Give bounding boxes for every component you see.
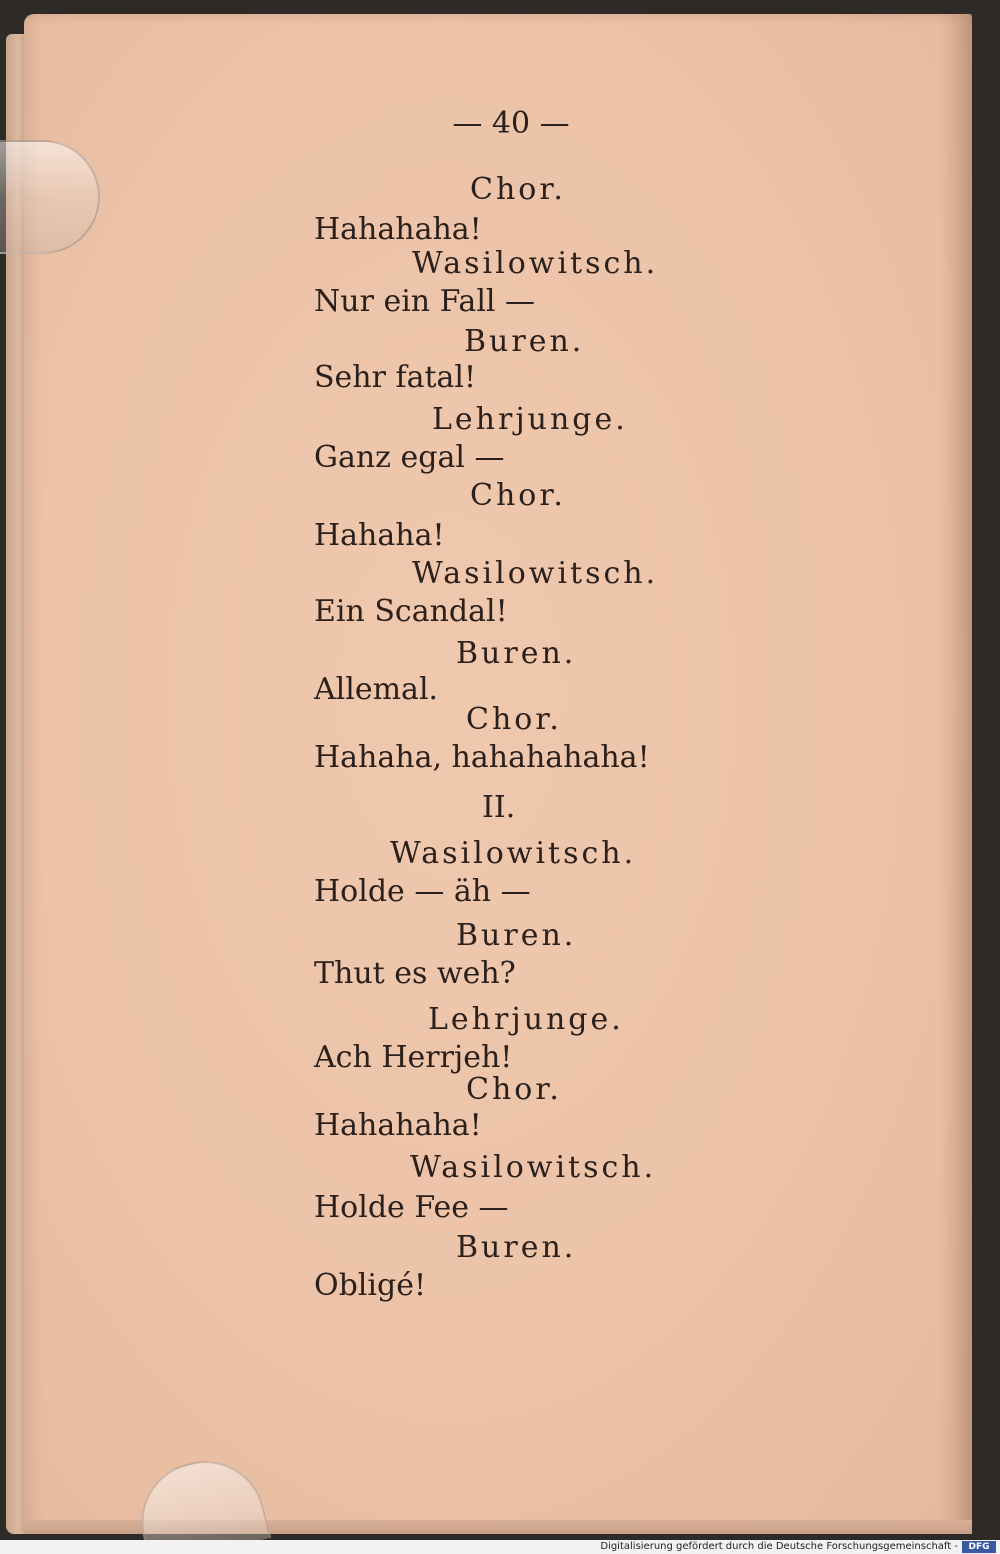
verse-line: Ganz egal — xyxy=(314,440,505,475)
footer-credit: Digitalisierung gefördert durch die Deutsche Forschungsgemeinschaft - xyxy=(600,1541,958,1552)
speaker-name: Buren. xyxy=(456,918,577,953)
verse-line: Allemal. xyxy=(314,672,439,707)
speaker-name: Wasilowitsch. xyxy=(390,836,637,871)
verse-line: Sehr fatal! xyxy=(314,360,477,395)
speaker-name: Lehrjunge. xyxy=(428,1002,624,1037)
verse-line: Hahaha! xyxy=(314,518,445,553)
speaker-name: Chor. xyxy=(470,172,566,207)
speaker-name: Wasilowitsch. xyxy=(412,556,659,591)
verse-line: Holde Fee — xyxy=(314,1190,509,1225)
speaker-name: Buren. xyxy=(456,1230,577,1265)
dfg-logo-icon: DFG xyxy=(962,1541,996,1553)
verse-line: Ach Herrjeh! xyxy=(314,1040,513,1075)
verse-line: Hahaha, hahahahaha! xyxy=(314,740,650,775)
speaker-name: Wasilowitsch. xyxy=(412,246,659,281)
page-number: — 40 — xyxy=(452,106,570,141)
speaker-name: Wasilowitsch. xyxy=(410,1150,657,1185)
speaker-name: Lehrjunge. xyxy=(432,402,628,437)
verse-line: Hahahaha! xyxy=(314,1108,482,1143)
speaker-name: Chor. xyxy=(466,1072,562,1107)
verse-line: Ein Scandal! xyxy=(314,594,508,629)
verse-line: Holde — äh — xyxy=(314,874,531,909)
verse-line: Hahahaha! xyxy=(314,212,482,247)
verse-line: Obligé! xyxy=(314,1268,427,1303)
speaker-name: Chor. xyxy=(466,702,562,737)
verse-line: Nur ein Fall — xyxy=(314,284,536,319)
digitization-footer xyxy=(0,1540,1000,1554)
verse-line: Thut es weh? xyxy=(314,956,516,991)
speaker-name: Buren. xyxy=(456,636,577,671)
speaker-name: Chor. xyxy=(470,478,566,513)
section-number: II. xyxy=(482,790,516,825)
speaker-name: Buren. xyxy=(464,324,585,359)
